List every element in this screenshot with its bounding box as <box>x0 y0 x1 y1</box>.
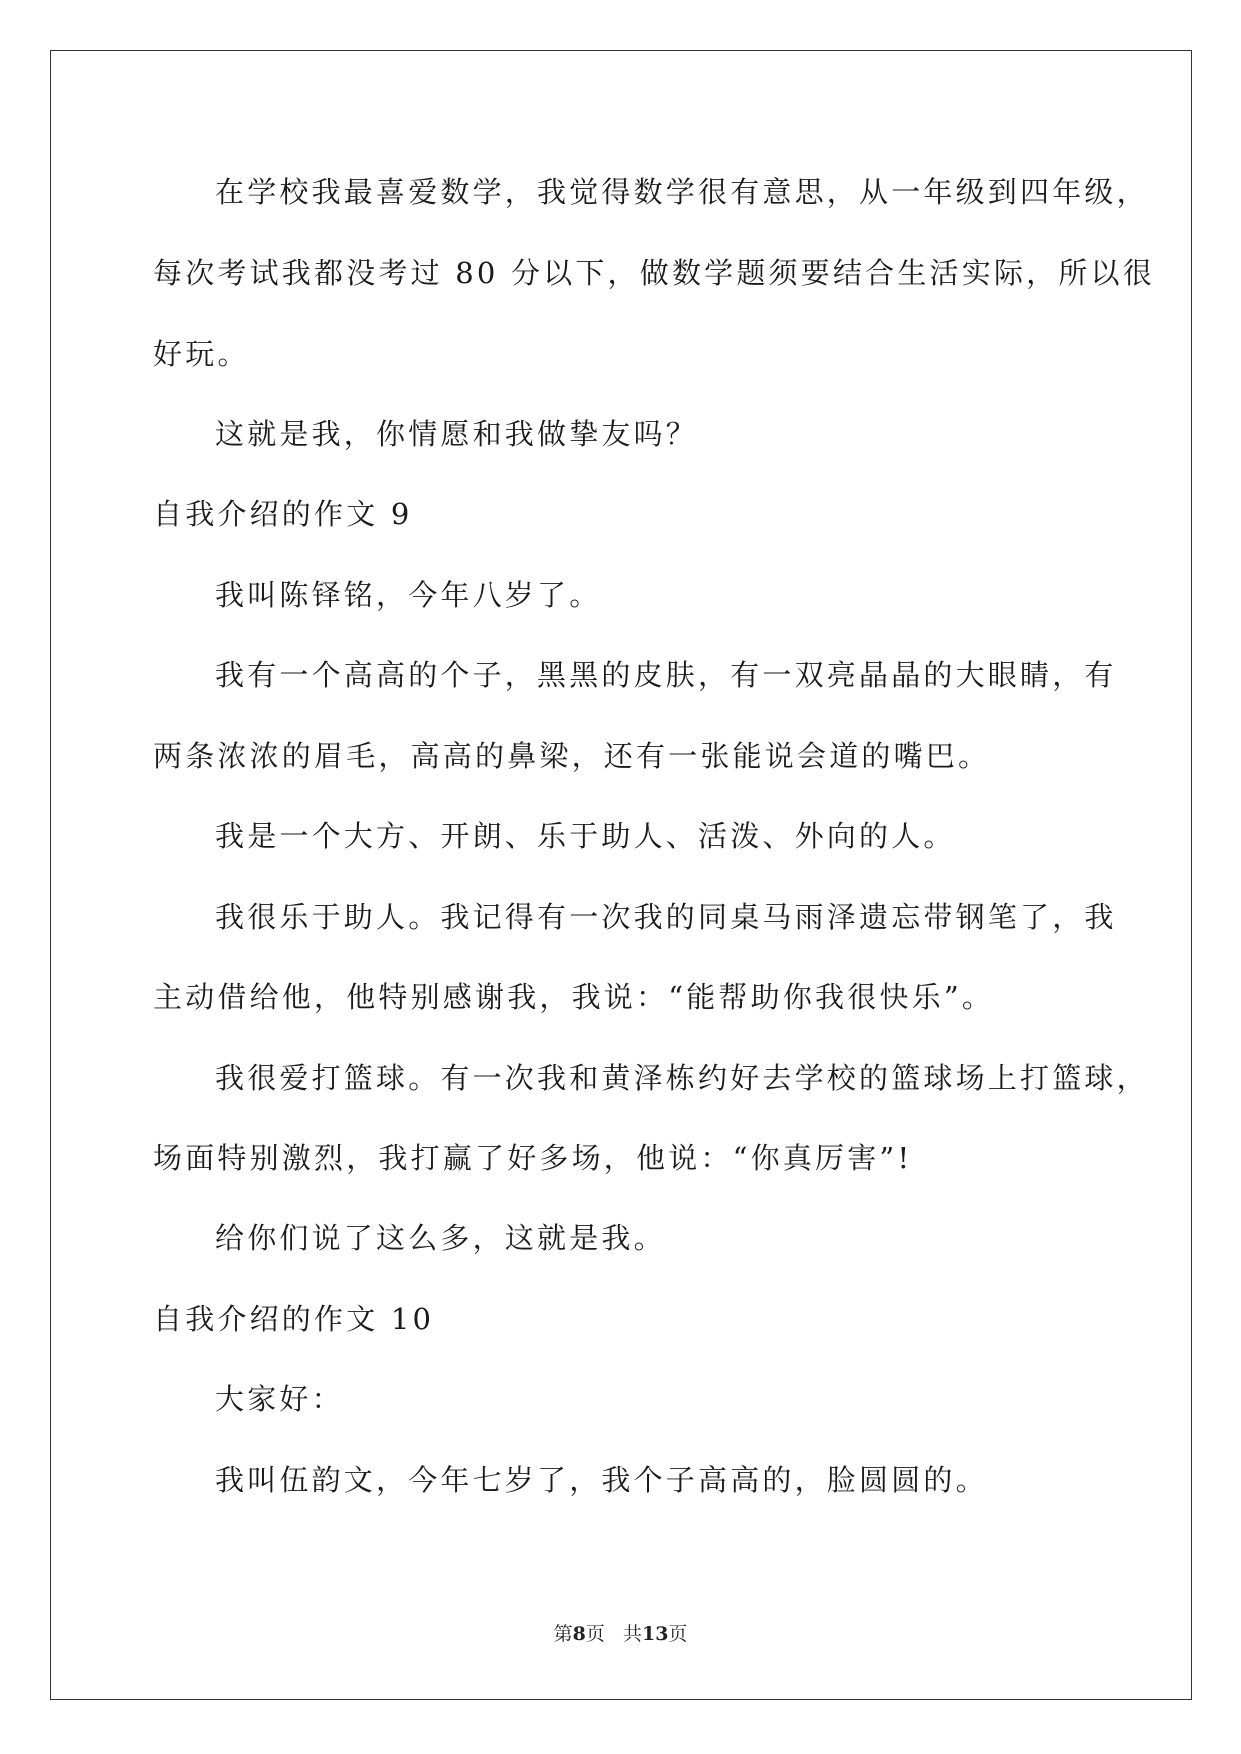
paragraph-line: 我有一个高高的个子，黑黑的皮肤，有一双亮晶晶的大眼睛，有 <box>215 658 1117 692</box>
section-heading: 自我介绍的作文 9 <box>153 497 413 531</box>
paragraph-line: 在学校我最喜爱数学，我觉得数学很有意思，从一年级到四年级， <box>215 175 1149 209</box>
paragraph-line: 我很乐于助人。我记得有一次我的同桌马雨泽遗忘带钢笔了，我 <box>215 900 1117 934</box>
paragraph-line: 给你们说了这么多，这就是我。 <box>215 1221 666 1255</box>
paragraph-line: 我是一个大方、开朗、乐于助人、活泼、外向的人。 <box>215 819 956 853</box>
paragraph-line: 大家好： <box>215 1382 344 1416</box>
page-footer <box>0 1622 1241 1646</box>
paragraph-line: 我叫伍韵文，今年七岁了，我个子高高的，脸圆圆的。 <box>215 1463 988 1497</box>
footer-total-prefix: 共 <box>622 1623 642 1645</box>
footer-total-suffix: 页 <box>668 1623 688 1645</box>
paragraph-line: 我很爱打篮球。有一次我和黄泽栋约好去学校的篮球场上打篮球， <box>215 1061 1149 1095</box>
paragraph-line: 主动借给他，他特别感谢我，我说：“能帮助你我很快乐”。 <box>153 980 995 1014</box>
paragraph-line: 两条浓浓的眉毛，高高的鼻梁，还有一张能说会道的嘴巴。 <box>153 739 991 773</box>
paragraph-line: 好玩。 <box>153 337 250 371</box>
footer-page-number: 8 <box>572 1623 586 1645</box>
paragraph-line: 场面特别激烈，我打赢了好多场，他说：“你真厉害”! <box>153 1141 913 1175</box>
footer-total-pages: 13 <box>641 1623 669 1645</box>
paragraph-line: 这就是我，你情愿和我做挚友吗？ <box>215 417 699 451</box>
paragraph-line: 我叫陈铎铭，今年八岁了。 <box>215 578 602 612</box>
footer-page-prefix: 第 <box>553 1623 573 1645</box>
page-border <box>50 50 1192 1700</box>
footer-page-suffix: 页 <box>585 1623 605 1645</box>
paragraph-line: 每次考试我都没考过 80 分以下，做数学题须要结合生活实际，所以很 <box>153 256 1155 290</box>
section-heading: 自我介绍的作文 10 <box>153 1302 435 1336</box>
